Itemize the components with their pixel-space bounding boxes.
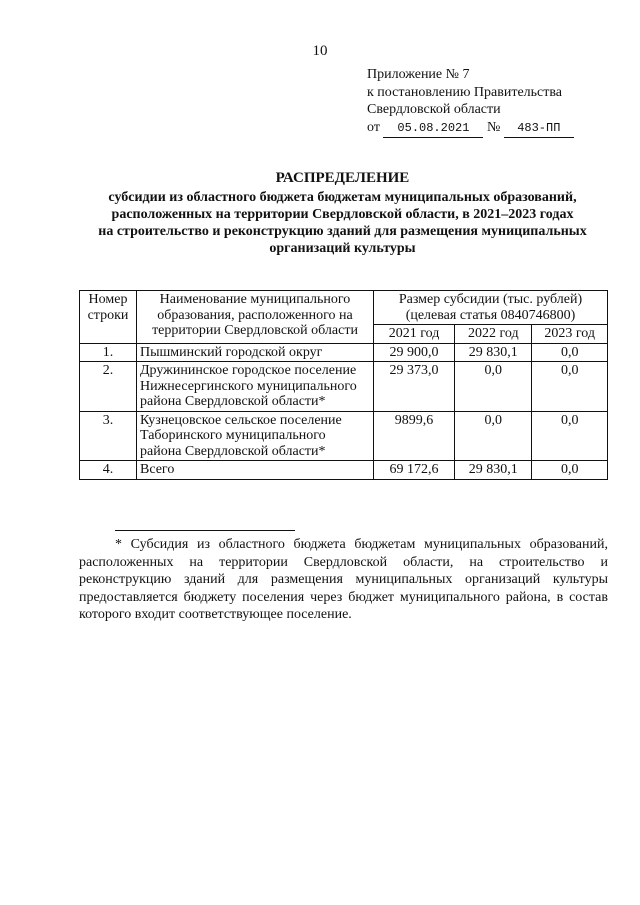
header-year-2023: 2023 год xyxy=(532,325,608,344)
appendix-header xyxy=(367,66,574,138)
table-row xyxy=(80,343,608,362)
title-line-2: расположенных на территории Свердловской области, в 2021–2023 годах xyxy=(111,207,574,222)
row-2021: 9899,6 xyxy=(374,411,455,461)
subsidy-table xyxy=(79,290,608,480)
row-2023: 0,0 xyxy=(532,343,608,362)
row-num: 3. xyxy=(80,411,137,461)
row-2021: 69 172,6 xyxy=(374,461,455,480)
footnote-divider xyxy=(115,530,295,531)
number-prefix: № xyxy=(486,119,501,135)
row-num: 2. xyxy=(80,362,137,412)
appendix-date-line xyxy=(367,119,574,139)
row-name: Кузнецовское сельское поселение Таборинского муниципального района Свердловской области* xyxy=(137,411,374,461)
row-2021: 29 373,0 xyxy=(374,362,455,412)
appendix-line-1: Приложение № 7 xyxy=(367,67,470,82)
page-number: 10 xyxy=(312,43,328,59)
header-name: Наименование муниципального образования, расположенного на территории Свердловской области xyxy=(137,291,374,344)
document-title xyxy=(60,170,625,257)
row-2023: 0,0 xyxy=(532,411,608,461)
row-2022: 29 830,1 xyxy=(455,461,532,480)
header-subsidy: Размер субсидии (тыс. рублей) (целевая статья 0840746800) xyxy=(374,291,608,325)
row-2023: 0,0 xyxy=(532,362,608,412)
number-value: 483-ПП xyxy=(504,120,574,139)
title-main: РАСПРЕДЕЛЕНИЕ xyxy=(275,170,410,186)
row-2022: 0,0 xyxy=(455,411,532,461)
row-name: Дружининское городское поселение Нижнесергинского муниципального района Свердловской области* xyxy=(137,362,374,412)
date-value: 05.08.2021 xyxy=(383,120,483,139)
date-prefix: от xyxy=(367,119,380,135)
header-year-2022: 2022 год xyxy=(455,325,532,344)
appendix-line-3: Свердловской области xyxy=(367,102,501,117)
table-row xyxy=(80,411,608,461)
appendix-line-2: к постановлению Правительства xyxy=(367,84,563,100)
title-line-4: организаций культуры xyxy=(269,241,416,256)
table-row-total xyxy=(80,461,608,480)
row-num: 4. xyxy=(80,461,137,480)
row-2023: 0,0 xyxy=(532,461,608,480)
row-2022: 29 830,1 xyxy=(455,343,532,362)
row-name: Всего xyxy=(137,461,374,480)
title-line-3: на строительство и реконструкцию зданий для размещения муниципальных xyxy=(98,224,587,239)
row-num: 1. xyxy=(80,343,137,362)
header-year-2021: 2021 год xyxy=(374,325,455,344)
footnote xyxy=(79,536,608,624)
row-name: Пышминский городской округ xyxy=(137,343,374,362)
title-line-1: субсидии из областного бюджета бюджетам муниципальных образований, xyxy=(108,190,577,205)
row-2022: 0,0 xyxy=(455,362,532,412)
table-row xyxy=(80,362,608,412)
header-num: Номер строки xyxy=(80,291,137,344)
row-2021: 29 900,0 xyxy=(374,343,455,362)
footnote-text: * Субсидия из областного бюджета бюджетам муниципальных образований, расположенных на территории Свердловской области, на строительство и реконструкцию зданий для размещения муниципальных организаций культуры предоставляется бюджету поселения через бюджет муниципального района, в состав которого входит соответствующее поселение. xyxy=(79,537,608,622)
